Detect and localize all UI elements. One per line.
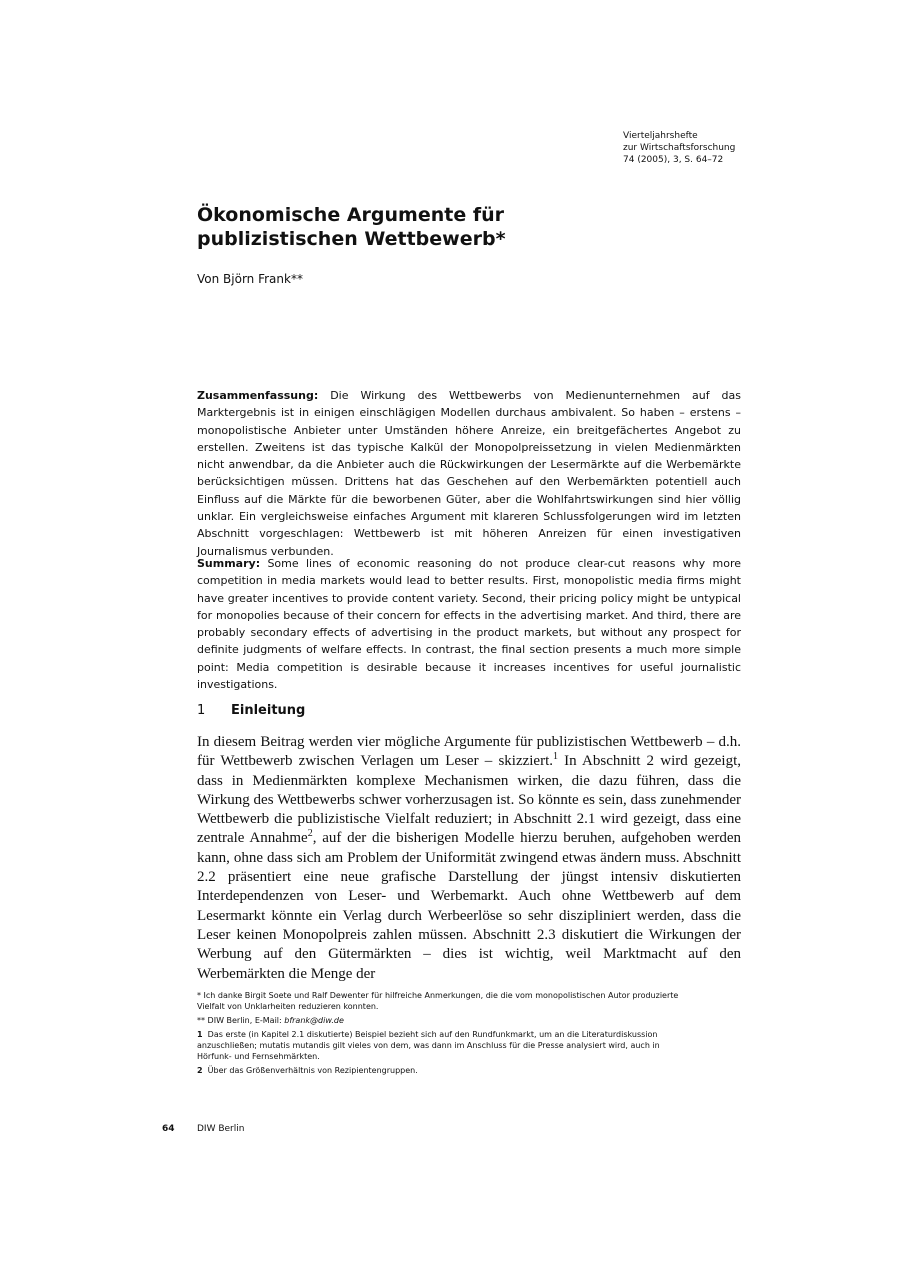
footnote-1-text: Das erste (in Kapitel 2.1 diskutierte) Beispiel bezieht sich auf den Rundfunkmarkt, um an die Literaturdiskussion anzuschließen; mutatis mutandis gilt vieles von dem, was dann im Anschluss für die Presse analysiert wird, auch in Hörfunk- und Fernsehmärkten. xyxy=(197,1030,660,1061)
section-heading xyxy=(197,703,305,718)
title-line-1: Ökonomische Argumente für xyxy=(197,204,504,226)
footnote-1 xyxy=(197,1029,687,1062)
german-abstract xyxy=(197,387,741,560)
footnote-1-number: 1 xyxy=(197,1030,203,1039)
footnote-star: * Ich danke Birgit Soete und Ralf Dewenter für hilfreiche Anmerkungen, die die vom monopolistischen Autor produzierte Vielfalt von Unklarheiten reduzieren konnten. xyxy=(197,991,679,1011)
footnote-2-number: 2 xyxy=(197,1066,203,1075)
english-abstract-label: Summary: xyxy=(197,557,261,570)
footnote-ref-2[interactable]: 2 xyxy=(307,828,313,840)
body-paragraph xyxy=(197,733,741,984)
page-number: 64 xyxy=(162,1124,175,1134)
footnote-ref-1[interactable]: 1 xyxy=(553,751,558,763)
footnote-double-star xyxy=(197,1015,687,1026)
footnote-2 xyxy=(197,1065,687,1076)
section-number: 1 xyxy=(197,703,206,718)
english-abstract-text: Some lines of economic reasoning do not produce clear-cut reasons why more competition in media markets would lead to better results. First, monopolistic media firms might have greater incentives to provide content variety. Second, their pricing policy might be untypical for monopolies because of their concern for effects in the advertising market. And third, there are probably secondary effects of advertising in the product markets, but without any prospect for definite judgments of welfare effects. In contrast, the final section presents a much more simple point: Media competition is desirable because it increases incentives for useful journalistic investigations. xyxy=(197,557,741,692)
body-text-part-3: , auf der die bisherigen Modelle hierzu beruhen, aufgehoben werden kann, ohne dass sich am Problem der Uniformität zwingend etwas ändern muss. Abschnitt 2.2 präsentiert eine neue grafische Darstellung der jüngst intensiv diskutierten Interdependenzen von Leser- und Werbemarkt. Auch ohne Wettbewerb auf dem Lesermarkt könnte ein Verlag durch Werbeerlöse so sehr diszipliniert werden, dass die Leser keinen Monopolpreis zahlen müssen. Abschnitt 2.3 diskutiert die Wirkungen der Werbung auf den Gütermärkten – dies ist wichtig, weil Marktmacht auf den Werbemärkten die Menge der xyxy=(197,830,741,982)
footnote-2-text: Über das Größenverhältnis von Rezipientengruppen. xyxy=(207,1066,418,1075)
title-line-2: publizistischen Wettbewerb* xyxy=(197,228,506,250)
journal-reference xyxy=(623,130,735,166)
footnotes xyxy=(197,990,687,1079)
body-text-part-1: In diesem Beitrag werden vier mögliche Argumente für publizistischen Wettbewerb – d.h. für Wettbewerb zwischen Verlagen um Leser – skizziert. xyxy=(197,734,741,770)
journal-name: Vierteljahrshefte xyxy=(623,131,698,141)
page-footer xyxy=(162,1124,244,1134)
publisher-name: DIW Berlin xyxy=(197,1124,245,1134)
footnote-affiliation: ** DIW Berlin, E-Mail: xyxy=(197,1016,285,1025)
german-abstract-text: Die Wirkung des Wettbewerbs von Medienunternehmen auf das Marktergebnis ist in einigen einschlägigen Modellen durchaus ambivalent. So haben – erstens – monopolistische Anbieter unter Umständen höhere Anreize, ein breitgefächertes Angebot zu erstellen. Zweitens ist das typische Kalkül der Monopolpreissetzung in vielen Medienmärkten nicht anwendbar, da die Anbieter auch die Rückwirkungen der Lesermärkte auf die Werbemärkte berücksichtigen müssen. Drittens hat das Geschehen auf den Werbemärkten potentiell auch Einfluss auf die Märkte für die beworbenen Güter, aber die Wohlfahrtswirkungen sind hier völlig unklar. Ein vergleichsweise einfaches Argument mit klareren Schlussfolgerungen wird im letzten Abschnitt vorgeschlagen: Wettbewerb ist mit höheren Anreizen für einen investigativen Journalismus verbunden. xyxy=(197,389,742,558)
section-title: Einleitung xyxy=(231,703,306,718)
body-text-part-2: In Abschnitt 2 wird gezeigt, dass in Medienmärkten komplexe Mechanismen wirken, die dazu führen, dass die Wirkung des Wettbewerbs schwer vorherzusagen ist. So könnte es sein, dass zunehmender Wettbewerb die publizistische Vielfalt reduziert; in Abschnitt 2.1 wird gezeigt, dass eine zentrale Annahme xyxy=(197,753,741,847)
article-title xyxy=(197,203,506,251)
german-abstract-label: Zusammenfassung: xyxy=(197,389,319,402)
journal-subtitle: zur Wirtschaftsforschung xyxy=(623,143,736,153)
author-email-link[interactable]: bfrank@diw.de xyxy=(284,1016,344,1025)
english-abstract xyxy=(197,555,741,693)
journal-issue: 74 (2005), 3, S. 64–72 xyxy=(623,155,724,165)
author-line: Von Björn Frank** xyxy=(197,272,303,286)
